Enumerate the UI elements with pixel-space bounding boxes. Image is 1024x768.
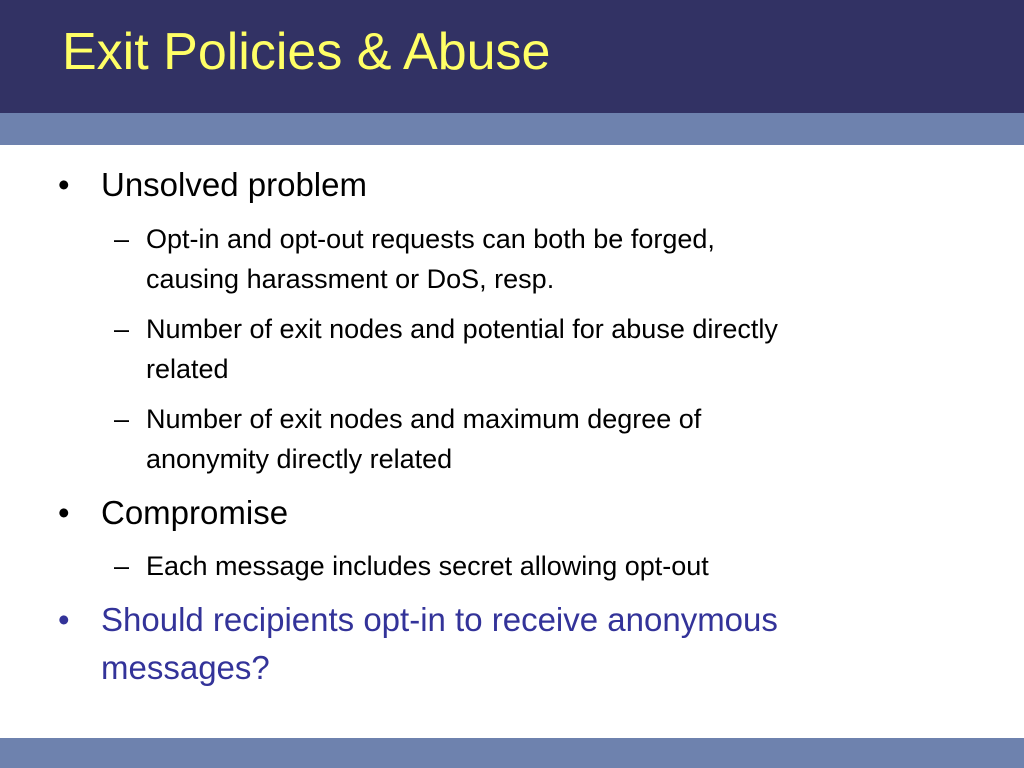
sub-bullet-forged-line-2: causing harassment or DoS, resp. bbox=[146, 264, 555, 294]
slide-title: Exit Policies & Abuse bbox=[62, 23, 551, 81]
bullet-question-line-1: Should recipients opt-in to receive anonymous bbox=[101, 601, 778, 638]
sub-bullet-anonymity-line-2: anonymity directly related bbox=[146, 444, 453, 474]
dash-marker: – bbox=[114, 404, 130, 434]
dash-marker: – bbox=[114, 551, 130, 581]
sub-bullet-secret-opt-out: Each message includes secret allowing opt-out bbox=[146, 551, 709, 581]
dash-marker: – bbox=[114, 314, 130, 344]
footer-stripe bbox=[0, 738, 1024, 768]
dash-marker: – bbox=[114, 224, 130, 254]
bullet-unsolved-problem: Unsolved problem bbox=[101, 166, 367, 203]
sub-bullet-abuse-line-2: related bbox=[146, 354, 229, 384]
bullet-question-line-2: messages? bbox=[101, 649, 270, 686]
bullet-marker: • bbox=[58, 166, 70, 203]
sub-bullet-forged-line-1: Opt-in and opt-out requests can both be forged, bbox=[146, 224, 715, 254]
bullet-marker: • bbox=[58, 601, 70, 638]
bullet-marker: • bbox=[58, 494, 70, 531]
bullet-compromise: Compromise bbox=[101, 494, 289, 531]
sub-bullet-abuse-line-1: Number of exit nodes and potential for abuse directly bbox=[146, 314, 778, 344]
sub-bullet-anonymity-line-1: Number of exit nodes and maximum degree of bbox=[146, 404, 702, 434]
